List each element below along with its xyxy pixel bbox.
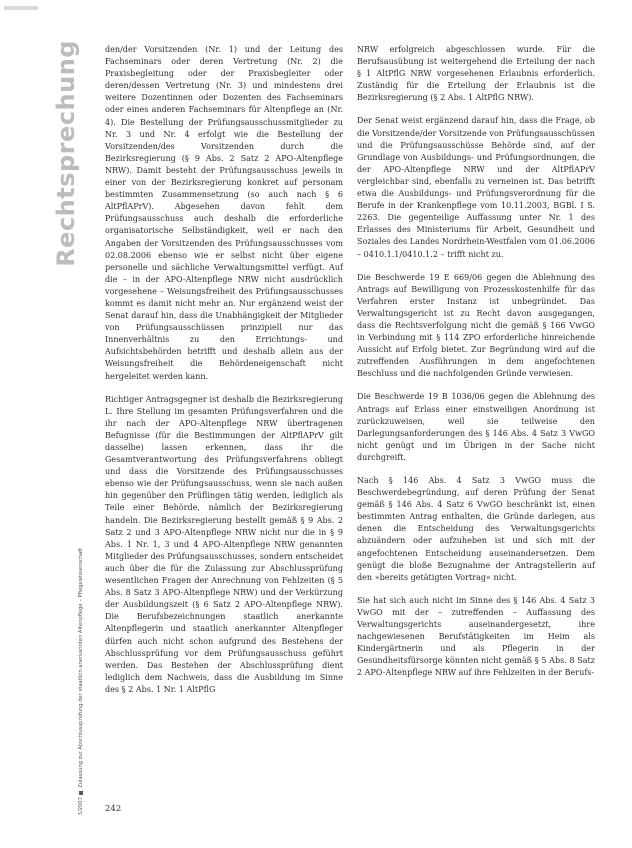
- corner-mark: [4, 6, 38, 10]
- running-title-text: 3/2007 ■ Zulassung zur Abschlussprüfung der staatlich anerkannten Altenpflege – Pflegewissenschaft: [78, 547, 84, 815]
- section-label-text: Rechtsprechung: [52, 40, 80, 267]
- paragraph: Sie hat sich auch nicht im Sinne des § 146 Abs. 4 Satz 3 VwGO mit der – zutreffenden – Auffassung des Verwaltungsgerichts auseinandergesetzt, ihre nachgewiesenen Berufstätigkeiten im Heim als Kindergärtnerin und als Pflegerin in der Gesundheitsfürsorge könnten nicht gemäß § 5 Abs. 8 Satz 2 APO-Altenpflege NRW auf ihre Fehlzeiten in der Berufs-: [357, 595, 595, 678]
- running-title: [72, 495, 90, 815]
- paragraph: Die Beschwerde 19 B 1036/06 gegen die Ablehnung des Antrags auf Erlass einer einstweiligen Anordnung ist zurückzuweisen, weil sie teilweise den Darlegungsanforderungen des § 146 Abs. 4 Satz 3 VwGO nicht genügt und im Übrigen in der Sache nicht durchgreift.: [357, 392, 595, 462]
- paragraph: den/der Vorsitzenden (Nr. 1) und der Leitung des Fachseminars oder deren Vertretung (Nr. 2) die Praxisbegleitung oder der Praxisbegleiter oder deren/dessen Vertretung (Nr. 3) und mindestens drei weitere Dozentinnen oder Dozenten des Fachseminars oder eines anderen Fachseminars für Altenpflege an (Nr. 4). Die Bestellung der Prüfungsausschussmitglieder zu Nr. 3 und Nr. 4 erfolgt wie die Bestellung der Vorsitzenden/des Vorsitzenden durch die Bezirksregierung (§ 9 Abs. 2 Satz 2 APO-Altenpflege NRW). Damit besteht der Prüfungsausschuss jeweils in einer von der Bezirksregierung konkret auf personam bestimmten Zusammensetzung (so auch nach § 6 AltPflAPrV). Abgesehen davon fehlt dem Prüfungsausschuss auch deshalb die erforderliche organisatorische Selbständigkeit, weil er nach den Angaben der Vorsitzenden des Prüfungsausschusses vom 02.08.2006 ebenso wie er selbst nicht über eigene personelle und sächliche Verwaltungsmittel verfügt. Auf die – in der APO-Altenpflege NRW nicht ausdrücklich vorgesehene – Weisungsfreiheit des Prüfungsausschusses kommt es damit nicht mehr an. Nur ergänzend weist der Senat darauf hin, dass die Unabhängigkeit der Mitglieder von Prüfungsausschüssen prinzipiell nur das Innenverhältnis zu den Errichtungs- und Aufsichtsbehörden betrifft und deshalb allein aus der Weisungsfreiheit die Behördeneigenschaft nicht hergeleitet werden kann.: [105, 45, 343, 381]
- page-number: 242: [105, 804, 122, 814]
- right-column: [357, 44, 595, 680]
- paragraph: Richtiger Antragsgegner ist deshalb die Bezirksregierung L. Ihre Stellung im gesamten Prüfungsverfahren und die ihr nach der APO-Altenpflege NRW übertragenen Befugnisse (für die Bestimmungen der AltPflAPrV gilt dasselbe) lassen erkennen, dass ihr die Gesamtverantwortung des Prüfungsverfahrens obliegt und dass die Vorsitzende des Prüfungsausschusses ebenso wie der Prüfungsausschuss, wenn sie nach außen hin gegenüber den Prüflingen tätig werden, lediglich als Teile einer Behörde, nämlich der Bezirksregierung handeln. Die Bezirksregierung bestellt gemäß § 9 Abs. 2 Satz 2 und 3 APO-Altenpflege NRW nicht nur die in § 9 Abs. 1 Nr. 1, 3 und 4 APO-Altenpflege NRW genannten Mitglieder des Prüfungsausschusses, sondern entscheidet auch über die für die Zulassung zur Abschlussprüfung wesentlichen Fragen der Anrechnung von Fehlzeiten (§ 5 Abs. 8 Satz 3 APO-Altenpflege NRW) und der Verkürzung der Ausbildungszeit (§ 6 Satz 2 APO-Altenpflege NRW). Die Berufsbezeichnungen staatlich anerkannte Altenpflegerin und staatlich anerkannter Altenpfleger dürfen auch nicht schon aufgrund des Bestehens der Abschlussprüfung vor dem Prüfungsausschuss geführt werden. Das Bestehen der Abschlussprüfung dient lediglich dem Nachweis, dass die Ausbildung im Sinne des § 2 Abs. 1 Nr. 1 AltPflG: [105, 394, 343, 694]
- paragraph: Die Beschwerde 19 E 669/06 gegen die Ablehnung des Antrags auf Bewilligung von Prozesskostenhilfe für das Verfahren erster Instanz ist unbegründet. Das Verwaltungsgericht ist zu Recht davon ausgegangen, dass die Rechtsverfolgung nicht die gemäß § 166 VwGO in Verbindung mit § 114 ZPO erforderliche hinreichende Aussicht auf Erfolg bietet. Zur Begründung wird auf die zutreffenden Ausführungen in dem angefochtenen Beschluss und die nachfolgenden Gründe verwiesen.: [357, 272, 595, 379]
- left-column: [105, 44, 343, 696]
- paragraph: NRW erfolgreich abgeschlossen wurde. Für die Berufsausübung ist weitergehend die Erteilung der nach § 1 AltPflG NRW vorgesehenen Erlaubnis erforderlich. Zuständig für die Erteilung der Erlaubnis ist die Bezirksregierung (§ 2 Abs. 1 AltPflG NRW).: [357, 45, 595, 103]
- paragraph: Der Senat weist ergänzend darauf hin, dass die Frage, ob die Vorsitzende/der Vorsitzende von Prüfungsausschüssen und die Prüfungsausschüsse Behörde sind, auf der Grundlage von Ausbildungs- und Prüfungsordnungen, die der APO-Altenpflege NRW und der AltPflAPrV vergleichbar sind, ebenfalls zu verneinen ist. Das betrifft etwa die Ausbildungs- und Prüfungsverordnung für die Berufe in der Krankenpflege vom 10.11.2003, BGBl. I S. 2263. Die gegenteilige Auffassung unter Nr. 1 des Erlasses des Ministeriums für Arbeit, Gesundheit und Soziales des Landes Nordrhein-Westfalen vom 01.06.2006 – 0410.1.1/0410.1.2 – trifft nicht zu.: [357, 116, 595, 259]
- section-label: [48, 40, 84, 280]
- paragraph: Nach § 146 Abs. 4 Satz 3 VwGO muss die Beschwerdebegründung, auf deren Prüfung der Senat gemäß § 146 Abs. 4 Satz 6 VwGO beschränkt ist, einen bestimmten Antrag enthalten, die Gründe darlegen, aus denen die Entscheidung des Verwaltungsgerichts abzuändern oder aufzuheben ist und sich mit der angefochtenen Entscheidung auseinandersetzen. Dem genügt die bloße Bezugnahme der Antragstellerin auf den »bereits getätigten Vortrag« nicht.: [357, 476, 595, 582]
